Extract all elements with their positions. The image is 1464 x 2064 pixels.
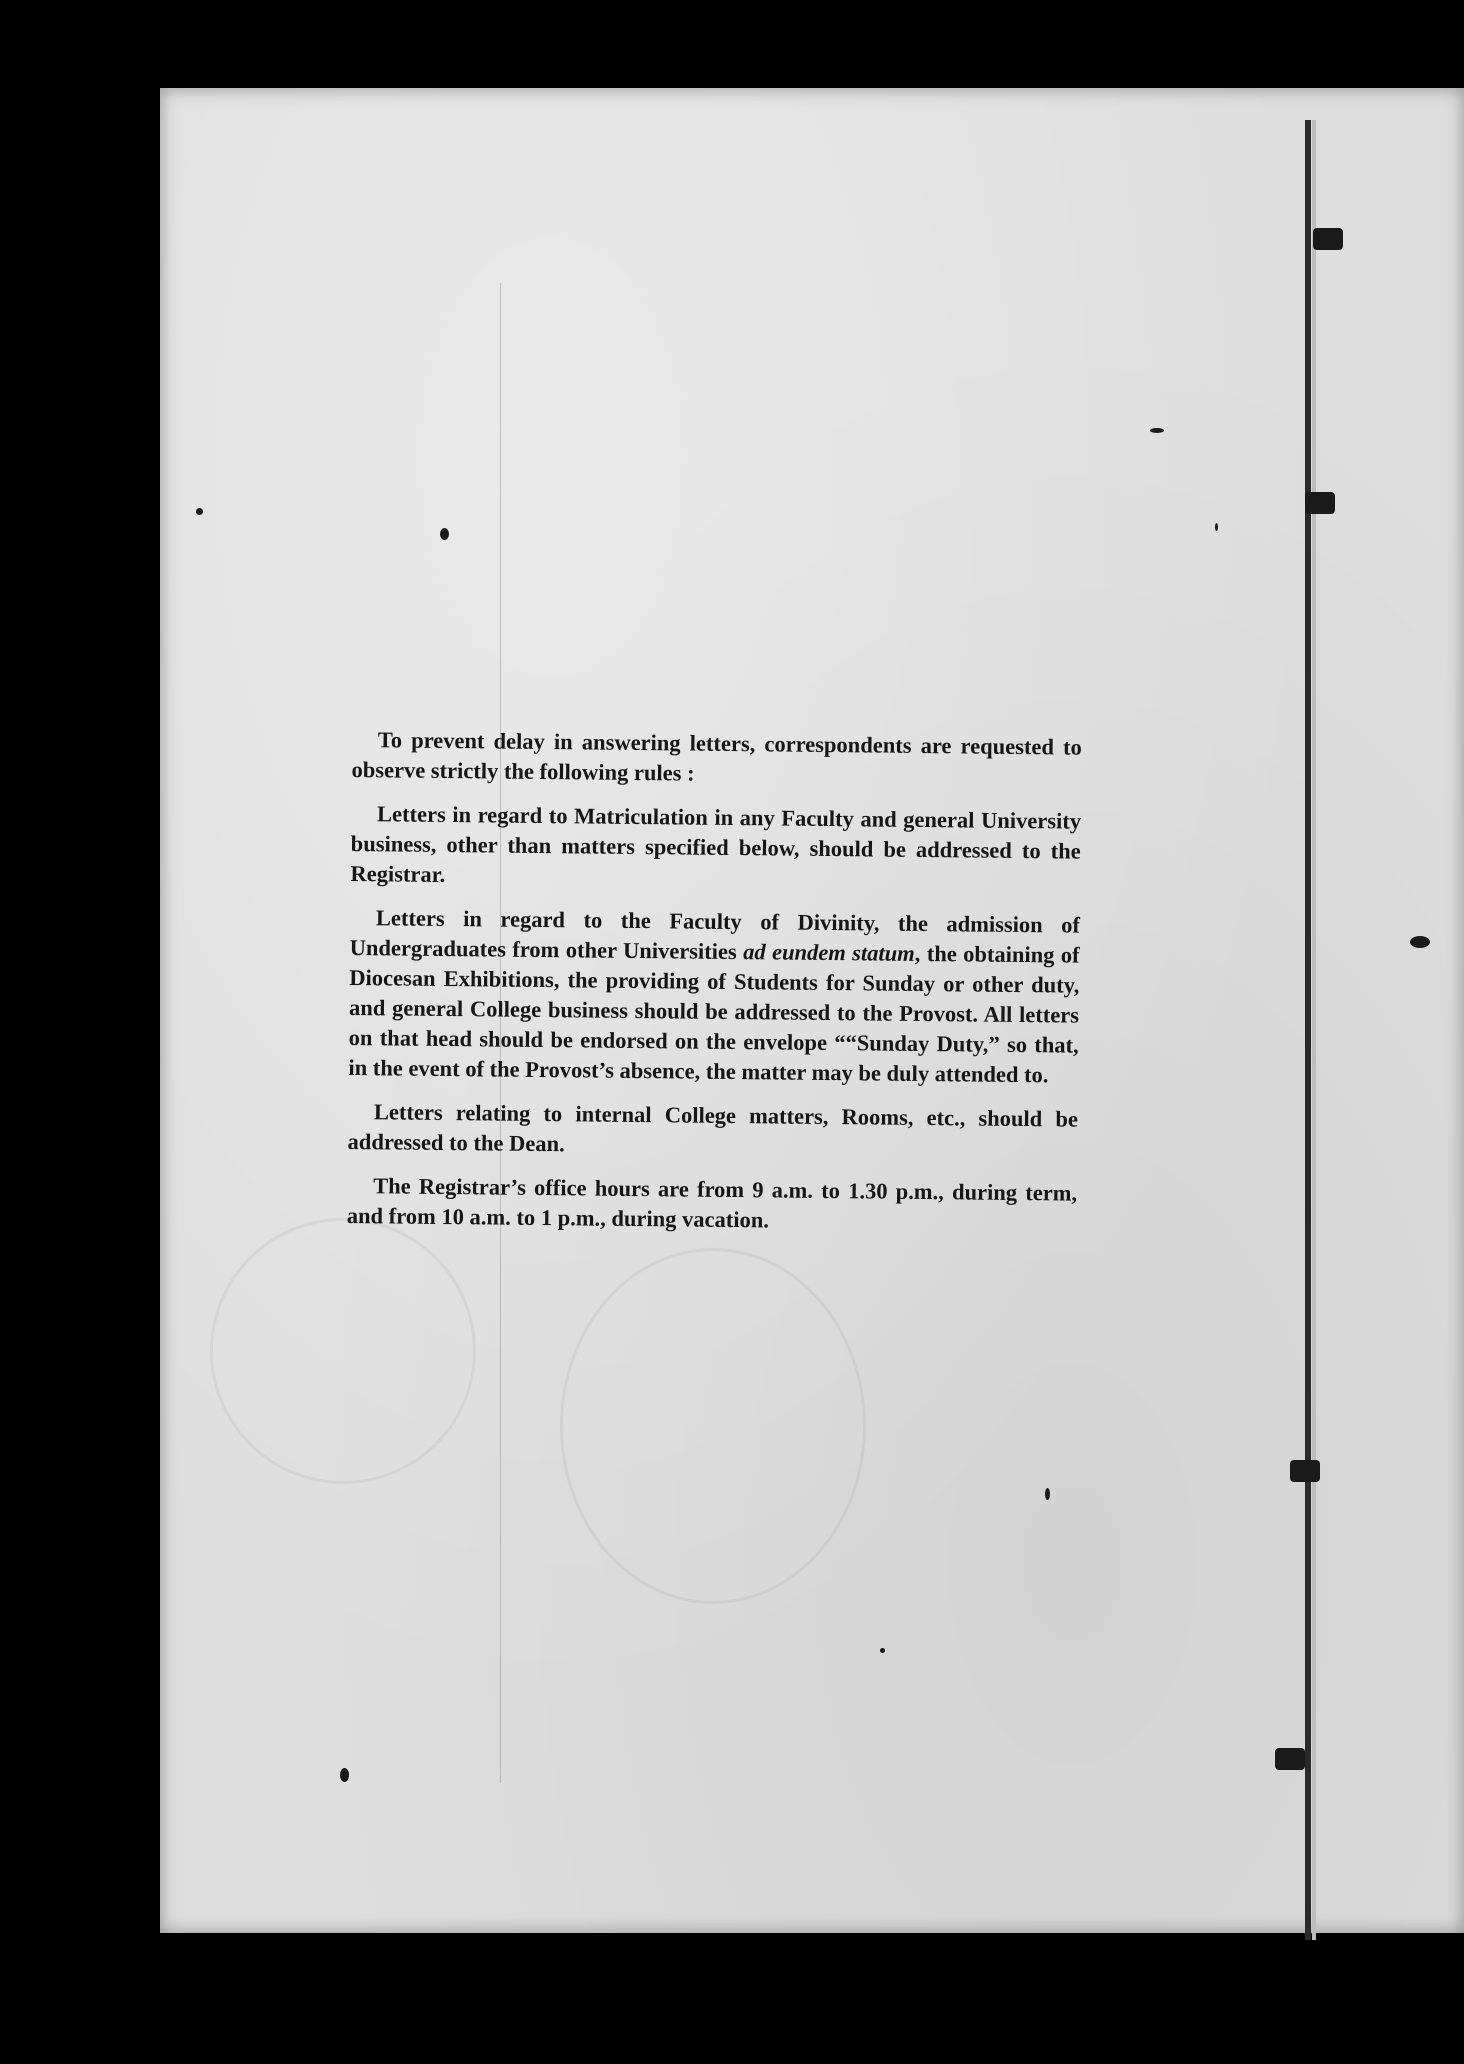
binding-edge — [1305, 120, 1311, 1940]
registrar-paragraph: Letters in regard to Matriculation in any Faculty and general University business, other than matters specified below, should be addressed to the Registrar. — [350, 801, 1082, 887]
ink-speck — [340, 1768, 349, 1782]
faded-seal — [560, 1248, 866, 1604]
ink-speck — [196, 508, 203, 515]
notice-text — [347, 725, 1082, 1253]
dean-paragraph: Letters relating to internal College matters, Rooms, etc., should be addressed to the Dean. — [347, 1099, 1079, 1157]
ink-speck — [1410, 936, 1430, 948]
ink-speck — [440, 528, 449, 540]
provost-text-end: , the obtaining of Diocesan Exhibitions, the providing of Students for Sunday or other duty, and general College business should be addressed to the Provost. All letters on that head should be endorsed on the envelope ““Sunday Duty,” so that, in the event of the Provost’s absence, the matter may be duly attended to. — [348, 940, 1080, 1088]
faded-stamp — [210, 1218, 476, 1484]
ink-speck — [1150, 428, 1164, 433]
ink-speck — [1045, 1488, 1050, 1500]
binding-stitch — [1305, 492, 1335, 514]
provost-latin-phrase: ad eundem statum — [743, 939, 915, 966]
ink-speck — [1215, 523, 1218, 531]
binding-edge-highlight — [1312, 120, 1316, 1940]
binding-stitch — [1290, 1460, 1320, 1482]
ink-speck — [880, 1648, 885, 1653]
office-hours-paragraph: The Registrar’s office hours are from 9 a.m. to 1.30 p.m., during term, and from 10 a.m. to 1 p.m., during vacation. — [346, 1173, 1078, 1233]
provost-paragraph — [348, 903, 1080, 1091]
intro-paragraph: To prevent delay in answering letters, correspondents are requested to observe strictly the following rules : — [351, 727, 1082, 786]
binding-stitch — [1313, 228, 1343, 250]
provost-text-start: Letters in regard to the Faculty of Divinity, the admission of Undergraduates from other Universities — [349, 905, 1081, 965]
binding-stitch — [1275, 1748, 1305, 1770]
